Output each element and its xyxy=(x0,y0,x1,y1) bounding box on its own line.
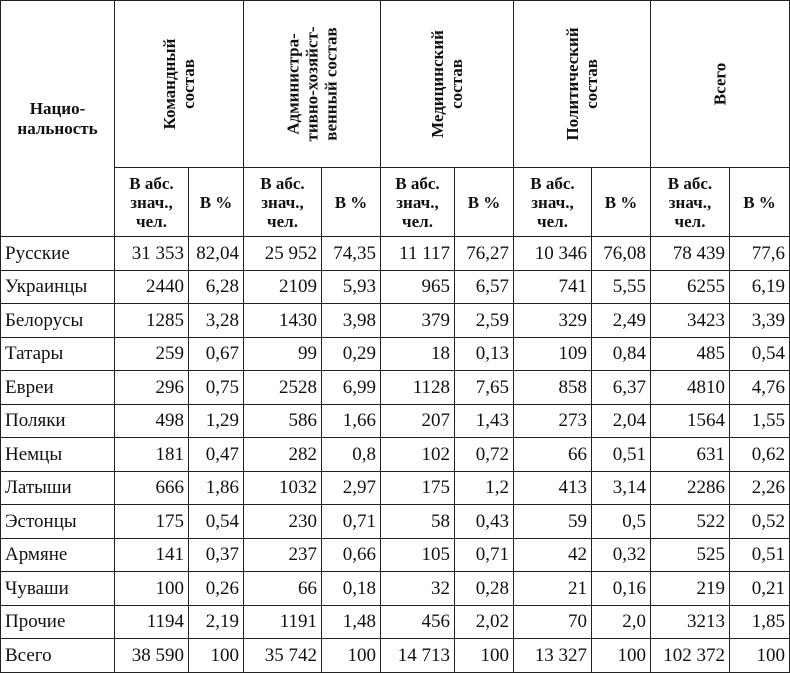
table-cell: 2,0 xyxy=(592,605,651,639)
table-cell: 0,72 xyxy=(455,438,514,472)
group-header-medical xyxy=(381,1,514,168)
sub-header-row xyxy=(1,168,790,237)
table-cell: 456 xyxy=(381,605,455,639)
table-cell: 0,32 xyxy=(592,538,651,572)
table-cell: 4,76 xyxy=(730,371,790,405)
table-cell: 59 xyxy=(514,505,592,539)
table-cell: 237 xyxy=(244,538,322,572)
sub-header-abs: В абс. знач., чел. xyxy=(381,168,455,237)
table-cell: 0,47 xyxy=(189,438,244,472)
table-cell: 66 xyxy=(514,438,592,472)
table-cell: 76,27 xyxy=(455,237,514,271)
table-cell: 273 xyxy=(514,404,592,438)
table-cell: 296 xyxy=(115,371,189,405)
table-cell: 1128 xyxy=(381,371,455,405)
table-cell: 1430 xyxy=(244,304,322,338)
table-cell: 100 xyxy=(189,639,244,673)
table-cell: 100 xyxy=(730,639,790,673)
sub-header-abs: В абс. знач., чел. xyxy=(115,168,189,237)
table-cell: 0,8 xyxy=(322,438,381,472)
table-cell: 1,66 xyxy=(322,404,381,438)
sub-header-abs: В абс. знач., чел. xyxy=(514,168,592,237)
table-cell: 74,35 xyxy=(322,237,381,271)
sub-header-pct: В % xyxy=(592,168,651,237)
table-cell: 1285 xyxy=(115,304,189,338)
table-cell: 2,04 xyxy=(592,404,651,438)
table-cell: 42 xyxy=(514,538,592,572)
table-cell: 413 xyxy=(514,471,592,505)
table-row xyxy=(1,371,790,405)
table-cell: 3,98 xyxy=(322,304,381,338)
group-header-label: Всего xyxy=(710,62,730,106)
table-cell: 38 590 xyxy=(115,639,189,673)
table-cell: 77,6 xyxy=(730,237,790,271)
table-cell: 18 xyxy=(381,337,455,371)
table-cell: 7,65 xyxy=(455,371,514,405)
table-cell: 3213 xyxy=(651,605,730,639)
table-cell: 0,28 xyxy=(455,572,514,606)
table-cell: 0,71 xyxy=(455,538,514,572)
table-cell: 11 117 xyxy=(381,237,455,271)
nationality-name: Украинцы xyxy=(1,270,115,304)
table-cell: 207 xyxy=(381,404,455,438)
table-row xyxy=(1,505,790,539)
table-row xyxy=(1,572,790,606)
table-cell: 105 xyxy=(381,538,455,572)
table-cell: 2,19 xyxy=(189,605,244,639)
table-row xyxy=(1,404,790,438)
table-cell: 70 xyxy=(514,605,592,639)
table-cell: 2440 xyxy=(115,270,189,304)
table-cell: 0,51 xyxy=(592,438,651,472)
table-cell: 102 xyxy=(381,438,455,472)
sub-header-abs: В абс. знач., чел. xyxy=(244,168,322,237)
sub-header-pct: В % xyxy=(730,168,790,237)
sub-header-pct: В % xyxy=(322,168,381,237)
table-cell: 1,85 xyxy=(730,605,790,639)
table-cell: 100 xyxy=(115,572,189,606)
table-cell: 0,26 xyxy=(189,572,244,606)
table-cell: 0,71 xyxy=(322,505,381,539)
table-cell: 3,14 xyxy=(592,471,651,505)
table-cell: 82,04 xyxy=(189,237,244,271)
table-cell: 2,59 xyxy=(455,304,514,338)
table-cell: 31 353 xyxy=(115,237,189,271)
table-cell: 102 372 xyxy=(651,639,730,673)
table-cell: 0,5 xyxy=(592,505,651,539)
table-cell: 522 xyxy=(651,505,730,539)
table-cell: 230 xyxy=(244,505,322,539)
table-cell: 175 xyxy=(381,471,455,505)
table-cell: 6255 xyxy=(651,270,730,304)
table-cell: 0,29 xyxy=(322,337,381,371)
table-cell: 5,55 xyxy=(592,270,651,304)
table-cell: 0,18 xyxy=(322,572,381,606)
table-cell: 329 xyxy=(514,304,592,338)
table-row xyxy=(1,304,790,338)
table-cell: 0,84 xyxy=(592,337,651,371)
table-cell: 76,08 xyxy=(592,237,651,271)
nationality-name: Эстонцы xyxy=(1,505,115,539)
table-cell: 10 346 xyxy=(514,237,592,271)
table-cell: 965 xyxy=(381,270,455,304)
table-cell: 3,39 xyxy=(730,304,790,338)
group-header-administrative xyxy=(244,1,381,168)
table-cell: 99 xyxy=(244,337,322,371)
nationality-name: Чуваши xyxy=(1,572,115,606)
table-cell: 2,26 xyxy=(730,471,790,505)
table-cell: 741 xyxy=(514,270,592,304)
table-cell: 666 xyxy=(115,471,189,505)
table-cell: 525 xyxy=(651,538,730,572)
table-cell: 32 xyxy=(381,572,455,606)
table-cell: 100 xyxy=(455,639,514,673)
table-cell: 6,28 xyxy=(189,270,244,304)
table-cell: 485 xyxy=(651,337,730,371)
table-cell: 2109 xyxy=(244,270,322,304)
table-cell: 100 xyxy=(592,639,651,673)
table-cell: 109 xyxy=(514,337,592,371)
sub-header-pct: В % xyxy=(189,168,244,237)
table-cell: 1,86 xyxy=(189,471,244,505)
table-body xyxy=(1,237,790,673)
group-header-label: Политический состав xyxy=(563,27,601,141)
nationality-name: Татары xyxy=(1,337,115,371)
table-cell: 3,28 xyxy=(189,304,244,338)
nationality-header: Нацио- нальность xyxy=(1,1,115,237)
table-cell: 586 xyxy=(244,404,322,438)
sub-header-abs: В абс. знач., чел. xyxy=(651,168,730,237)
table-cell: 1191 xyxy=(244,605,322,639)
table-cell: 21 xyxy=(514,572,592,606)
table-cell: 6,57 xyxy=(455,270,514,304)
group-header-label: Командный состав xyxy=(160,38,198,130)
table-cell: 6,99 xyxy=(322,371,381,405)
nationality-name: Всего xyxy=(1,639,115,673)
table-cell: 13 327 xyxy=(514,639,592,673)
table-cell: 0,51 xyxy=(730,538,790,572)
group-header-row xyxy=(1,1,790,168)
table-cell: 14 713 xyxy=(381,639,455,673)
table-cell: 2286 xyxy=(651,471,730,505)
table-cell: 4810 xyxy=(651,371,730,405)
table-cell: 631 xyxy=(651,438,730,472)
nationality-name: Белорусы xyxy=(1,304,115,338)
table-cell: 2528 xyxy=(244,371,322,405)
nationality-name: Латыши xyxy=(1,471,115,505)
table-cell: 282 xyxy=(244,438,322,472)
table-row xyxy=(1,337,790,371)
table-cell: 6,37 xyxy=(592,371,651,405)
table-cell: 0,67 xyxy=(189,337,244,371)
table-cell: 0,54 xyxy=(730,337,790,371)
group-header-total xyxy=(651,1,790,168)
nationality-name: Армяне xyxy=(1,538,115,572)
table-cell: 498 xyxy=(115,404,189,438)
table-row xyxy=(1,538,790,572)
table-cell: 1564 xyxy=(651,404,730,438)
table-cell: 141 xyxy=(115,538,189,572)
nationality-name: Прочие xyxy=(1,605,115,639)
table-row-total xyxy=(1,639,790,673)
table-cell: 5,93 xyxy=(322,270,381,304)
table-row xyxy=(1,471,790,505)
group-header-command xyxy=(115,1,244,168)
nationality-name: Немцы xyxy=(1,438,115,472)
table-cell: 0,62 xyxy=(730,438,790,472)
table-cell: 100 xyxy=(322,639,381,673)
nationality-name: Поляки xyxy=(1,404,115,438)
table-cell: 78 439 xyxy=(651,237,730,271)
table-cell: 219 xyxy=(651,572,730,606)
table-cell: 858 xyxy=(514,371,592,405)
group-header-political xyxy=(514,1,651,168)
table-cell: 175 xyxy=(115,505,189,539)
table-cell: 66 xyxy=(244,572,322,606)
table-cell: 0,16 xyxy=(592,572,651,606)
table-cell: 1,2 xyxy=(455,471,514,505)
table-cell: 0,75 xyxy=(189,371,244,405)
table-cell: 0,52 xyxy=(730,505,790,539)
group-header-label: Администра- тивно-хозяйст- венный состав xyxy=(283,26,341,142)
table-cell: 1,29 xyxy=(189,404,244,438)
table-cell: 2,02 xyxy=(455,605,514,639)
table-cell: 259 xyxy=(115,337,189,371)
table-cell: 0,66 xyxy=(322,538,381,572)
table-cell: 1194 xyxy=(115,605,189,639)
table-cell: 35 742 xyxy=(244,639,322,673)
nationality-name: Русские xyxy=(1,237,115,271)
group-header-label: Медицинский состав xyxy=(428,30,466,138)
table-cell: 379 xyxy=(381,304,455,338)
table-cell: 1032 xyxy=(244,471,322,505)
nationality-name: Евреи xyxy=(1,371,115,405)
table-cell: 2,49 xyxy=(592,304,651,338)
table-cell: 0,43 xyxy=(455,505,514,539)
table-cell: 181 xyxy=(115,438,189,472)
table-cell: 0,13 xyxy=(455,337,514,371)
table-cell: 3423 xyxy=(651,304,730,338)
table-cell: 6,19 xyxy=(730,270,790,304)
table-cell: 58 xyxy=(381,505,455,539)
table-cell: 25 952 xyxy=(244,237,322,271)
table-cell: 0,37 xyxy=(189,538,244,572)
table-row xyxy=(1,605,790,639)
table-cell: 1,55 xyxy=(730,404,790,438)
table-cell: 2,97 xyxy=(322,471,381,505)
sub-header-pct: В % xyxy=(455,168,514,237)
table-row xyxy=(1,270,790,304)
table-cell: 0,54 xyxy=(189,505,244,539)
table-row xyxy=(1,237,790,271)
table-cell: 0,21 xyxy=(730,572,790,606)
table-row xyxy=(1,438,790,472)
table-cell: 1,43 xyxy=(455,404,514,438)
table-cell: 1,48 xyxy=(322,605,381,639)
